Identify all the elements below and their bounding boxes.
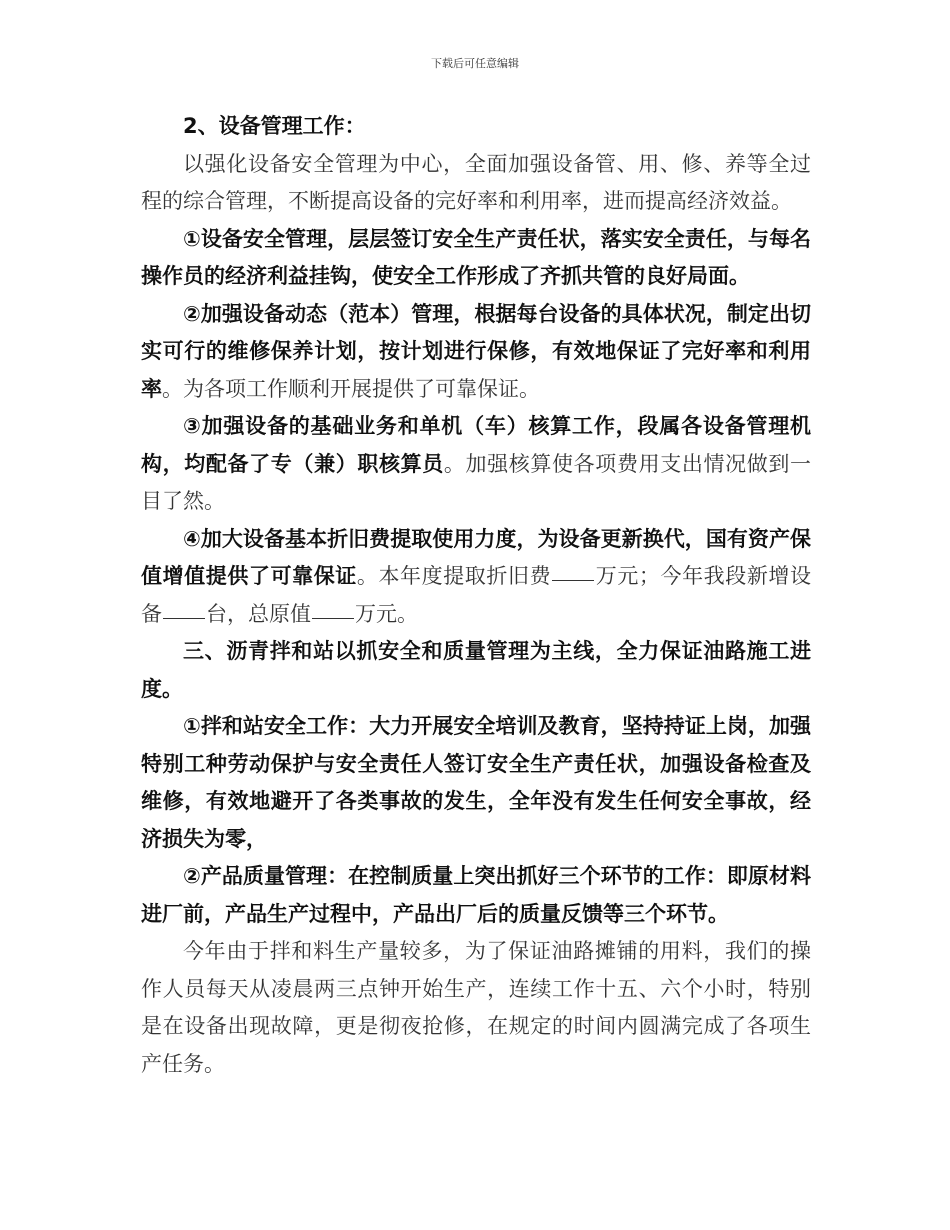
item-3-normal: 。加强核算使各项费用支出情况做到一目了然。 [141,451,812,513]
page-header: 下载后可任意编辑 [431,57,519,70]
item-2-dynamic [141,296,811,409]
closing-paragraph: 今年由于拌和料生产量较多，为了保证油路摊铺的用料，我们的操作人员每天从凌晨两三点钟开始生产，连续工作十五、六个小时，特别是在设备出现故障，更是彻夜抢修，在规定的时间内圆满完成了各项生产任务。 [141,939,811,1076]
blank-field [552,579,594,581]
item-4-bold: ④加大设备基本折旧费提取使用力度，为设备更新换代，国有资产保值增值提供了可靠保证 [141,526,811,588]
item-4-text-2: 万元；今年我段新增设备 [141,564,812,626]
item-4-text-1: 。本年度提取折旧费 [356,564,552,588]
section-3-item-1: ①拌和站安全工作：大力开展安全培训及教育，坚持持证上岗，加强特别工种劳动保护与安全责任人签订安全生产责任状，加强设备检查及维修，有效地避开了各类事故的发生，全年没有发生任何安全事故，经济损失为零， [141,714,811,851]
section-3-title: 三、沥青拌和站以抓安全和质量管理为主线，全力保证油路施工进度。 [141,639,811,701]
blank-field [312,617,354,619]
item-4-text-4: 万元。 [355,601,418,626]
section-3-item-2: ②产品质量管理：在控制质量上突出抓好三个环节的工作：即原材料进厂前，产品生产过程中，产品出厂后的质量反馈等三个环节。 [141,864,811,926]
blank-field [163,617,205,619]
document-body [141,108,811,1083]
item-4-text-3: 台，总原值 [206,601,311,626]
section-2-title: 2、设备管理工作： [183,114,366,138]
item-2-bold: ②加强设备动态（范本）管理，根据每台设备的具体状况，制定出切实可行的维修保养计划，按计划进行保修，有效地保证了完好率和利用率 [141,301,811,401]
item-1-safety: ①设备安全管理，层层签订安全生产责任状，落实安全责任，与每名操作员的经济利益挂钩，使安全工作形成了齐抓共管的良好局面。 [141,226,811,288]
item-3-accounting [141,408,811,521]
item-3-bold: ③加强设备的基础业务和单机（车）核算工作，段属各设备管理机构，均配备了专（兼）职核算员 [141,414,811,476]
item-4-depreciation [141,521,811,634]
item-2-normal: 。为各项工作顺利开展提供了可靠保证。 [162,376,540,401]
section-2-intro: 以强化设备安全管理为中心，全面加强设备管、用、修、养等全过程的综合管理，不断提高设备的完好率和利用率，进而提高经济效益。 [141,151,811,213]
